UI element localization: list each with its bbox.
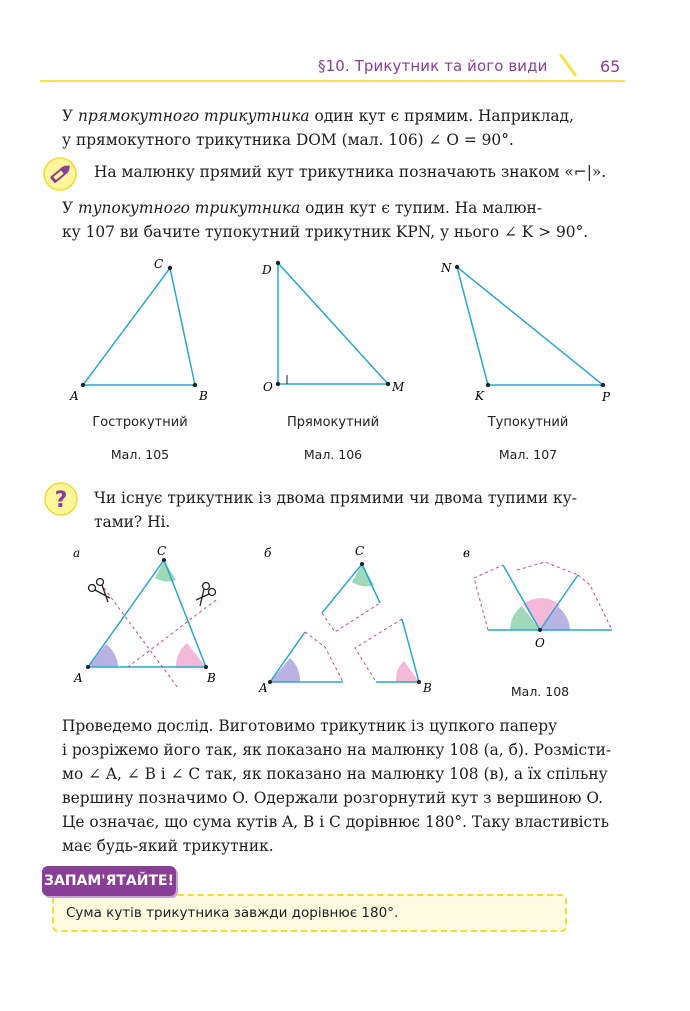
paragraph-right-triangle [62,104,627,152]
paragraph-line: і розріжемо його так, як показано на малюнку 108 (а, б). Розмісти- [62,741,612,759]
figure-105-acute-triangle [69,257,208,403]
paragraph-line: Проведемо дослід. Виготовимо трикутник із цупкого паперу [62,717,558,735]
paragraph-line: має будь-який трикутник. [62,837,274,855]
figure-108-part-c [463,546,612,650]
vertex-label: C [157,544,167,558]
page-number: 65 [600,57,621,76]
figure-106-label: Мал. 106 [303,447,363,462]
scissors-icon [196,583,216,607]
figure-108-angle-sum-experiment [0,540,690,700]
figure-106-right-triangle [261,261,405,394]
part-letter: а [73,546,81,560]
paragraph-line [62,104,627,128]
text: один кут є тупим. На малюн- [300,199,543,217]
question-line: тами? Ні. [94,513,171,531]
vertex-label: K [475,389,484,403]
vertex-label: B [207,671,216,685]
text: У [62,107,79,125]
question-icon [42,480,80,518]
question-text [94,486,627,534]
vertex-label: A [74,671,83,685]
vertex-label: O [263,380,273,394]
vertex-label: A [70,389,79,403]
paragraph-experiment [62,714,627,858]
paragraph-line [62,196,627,220]
figure-105-label: Мал. 105 [110,447,170,462]
question-mark: ? [54,488,68,513]
hint-right-angle-mark: На малюнку прямий кут трикутника позначають знаком «⌐|». [94,163,607,181]
remember-text: Сума кутів трикутника завжди дорівнює 180°. [66,905,399,921]
term-obtuse-triangle: тупокутного трикутника [78,199,301,217]
header-divider [40,80,625,82]
remember-badge: ЗАПАМ'ЯТАЙТЕ! [42,866,176,896]
vertex-label: M [392,380,405,394]
section-title: §10. Трикутник та його види [318,57,548,75]
text: один кут є прямим. Наприклад, [309,107,574,125]
vertex-label: A [259,681,268,695]
figure-107-label: Мал. 107 [498,447,558,462]
paragraph-obtuse-triangle [62,196,627,244]
figure-107-obtuse-triangle [440,261,611,404]
pencil-note-icon [42,156,78,192]
vertex-label: B [423,681,432,695]
header-slash-decoration [556,50,582,80]
question-line: Чи існує трикутник із двома прямими чи двома тупими ку- [94,489,577,507]
vertex-label: B [199,389,208,403]
part-letter: в [463,546,470,560]
paragraph-line: вершину позначимо O. Одержали розгорнутий кут з вершиною O. [62,789,604,807]
paragraph-line: Це означає, що сума кутів A, B і C дорівнює 180°. Таку властивість [62,813,610,831]
figure-107-caption: Тупокутний [487,415,569,430]
figure-108-label: Мал. 108 [510,684,570,699]
figure-106-caption: Прямокутний [286,415,380,430]
text: У [62,199,79,217]
figure-108-part-b [258,544,432,695]
figure-108-part-a [73,544,216,688]
paragraph-line: мо ∠ A, ∠ B і ∠ C так, як показано на малюнку 108 (в), а їх спільну [62,765,608,783]
scissors-icon [89,579,111,603]
vertex-label: C [355,544,365,558]
triangle-figures-105-107 [0,250,690,410]
paragraph-line: ку 107 ви бачите тупокутний трикутник KPN, у нього ∠ K > 90°. [62,223,589,241]
vertex-label: O [535,636,545,650]
term-right-triangle: прямокутного трикутника [78,107,310,125]
vertex-label: C [154,257,164,271]
part-letter: б [264,546,272,560]
vertex-label: P [602,390,611,404]
paragraph-line: у прямокутного трикутника DOM (мал. 106) ∠ O = 90°. [62,131,514,149]
vertex-label: N [441,261,452,275]
figure-105-caption: Гострокутний [92,415,188,430]
vertex-label: D [262,263,272,277]
